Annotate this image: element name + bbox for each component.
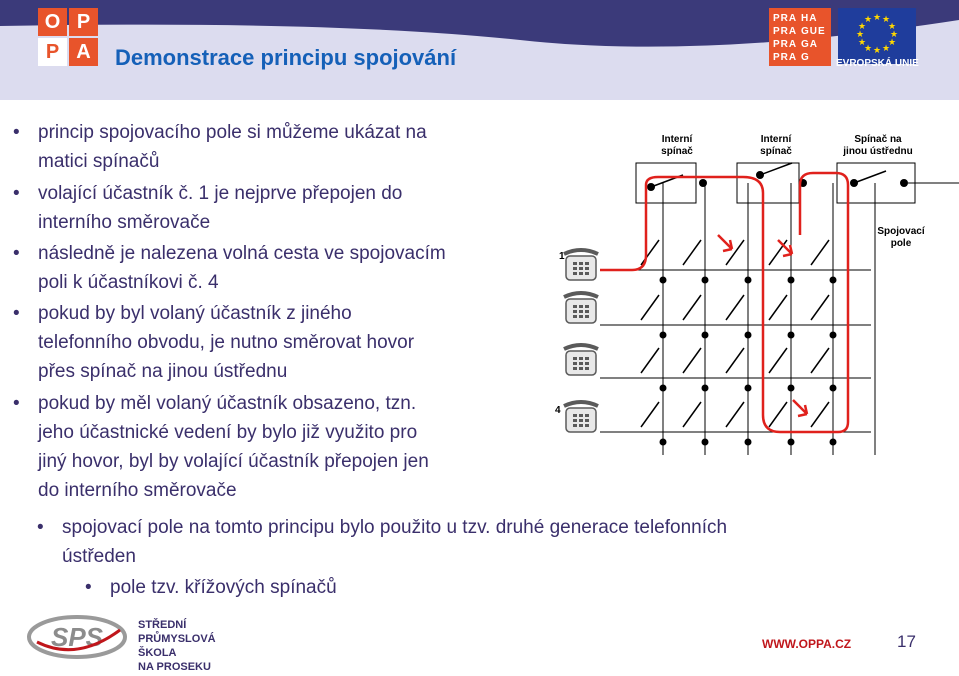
crosspoint-contact bbox=[788, 439, 795, 446]
other-exchange-switch-label: Spínač na jinou ústřednu bbox=[843, 134, 913, 157]
crosspoint-contact bbox=[745, 385, 752, 392]
internal-switch-1-label: Interní spínač bbox=[661, 134, 693, 157]
prague-text: PRA bbox=[773, 26, 798, 37]
bullet-line: přes spínač na jinou ústřednu bbox=[38, 361, 288, 382]
crosspoint-contact bbox=[830, 385, 837, 392]
subscriber-4-number: 4 bbox=[555, 405, 561, 416]
crosspoint-contact bbox=[660, 332, 667, 339]
school-name: STŘEDNÍ PRŮMYSLOVÁ ŠKOLA NA PROSEKU bbox=[138, 619, 216, 673]
crosspoint-switch bbox=[811, 295, 829, 320]
bullet-dot: • bbox=[85, 577, 92, 598]
prague-text: PRA bbox=[773, 52, 798, 63]
crosspoint-switch bbox=[769, 402, 787, 427]
crosspoint-switch bbox=[641, 240, 659, 265]
svg-text:SPS: SPS bbox=[50, 622, 104, 652]
crosspoint-switch bbox=[641, 402, 659, 427]
bullet-line: ústředen bbox=[62, 546, 136, 567]
svg-text:★: ★ bbox=[881, 15, 891, 25]
svg-text:★: ★ bbox=[855, 30, 865, 40]
crosspoint-contact bbox=[702, 385, 709, 392]
eu-flag-icon bbox=[838, 8, 916, 64]
prague-text: G bbox=[801, 52, 810, 63]
svg-text:★: ★ bbox=[887, 38, 897, 48]
svg-text:★: ★ bbox=[889, 30, 899, 40]
bullet-item bbox=[13, 389, 429, 505]
bullet-line: matici spínačů bbox=[38, 151, 160, 172]
crosspoint-switch bbox=[726, 240, 744, 265]
subscriber-1-number: 1 bbox=[559, 251, 565, 262]
svg-text:★: ★ bbox=[872, 46, 882, 56]
bullet-item bbox=[13, 179, 403, 237]
svg-text:★: ★ bbox=[872, 13, 882, 23]
sub-bullet-item bbox=[85, 573, 337, 602]
prague-text: HA bbox=[801, 13, 818, 24]
crosspoint-switch bbox=[726, 402, 744, 427]
path-arrow bbox=[793, 400, 807, 416]
crosspoint-contact bbox=[745, 332, 752, 339]
crosspoint-contact bbox=[702, 332, 709, 339]
telephone-icon bbox=[564, 293, 598, 323]
bullet-item bbox=[13, 239, 446, 297]
bullet-dot: • bbox=[13, 243, 20, 264]
telephone-icon bbox=[564, 345, 598, 375]
crosspoint-contact bbox=[660, 385, 667, 392]
oppa-letter-a: A bbox=[69, 38, 98, 66]
bullet-dot: • bbox=[13, 183, 20, 204]
crosspoint-switch bbox=[811, 240, 829, 265]
bullet-line: princip spojovacího pole si můžeme ukázat na bbox=[38, 122, 427, 143]
svg-text:★: ★ bbox=[887, 22, 897, 32]
bullet-dot: • bbox=[13, 122, 20, 143]
path-arrow bbox=[718, 235, 732, 251]
switch-contact bbox=[699, 179, 707, 187]
prague-text: PRA bbox=[773, 13, 798, 24]
slide-header bbox=[0, 0, 959, 100]
oppa-letter-o: O bbox=[38, 8, 67, 36]
switching-field-diagram bbox=[548, 125, 959, 455]
crosspoint-switch bbox=[683, 295, 701, 320]
switch-lever bbox=[760, 163, 792, 175]
crosspoint-switch bbox=[769, 295, 787, 320]
crosspoint-switch bbox=[683, 348, 701, 373]
switching-field-label: Spojovací pole bbox=[877, 226, 925, 249]
crosspoint-switch bbox=[726, 348, 744, 373]
crosspoint-contact bbox=[830, 277, 837, 284]
crosspoint-contact bbox=[702, 439, 709, 446]
bullet-line: poli k účastníkovi č. 4 bbox=[38, 272, 219, 293]
sps-school-logo bbox=[25, 612, 130, 662]
svg-text:★: ★ bbox=[881, 44, 891, 54]
crossbar-matrix bbox=[548, 125, 959, 455]
crosspoint-contact bbox=[788, 277, 795, 284]
telephone-icon bbox=[564, 402, 598, 432]
crosspoint-switch bbox=[641, 348, 659, 373]
switch-box bbox=[737, 163, 799, 203]
crosspoint-switch bbox=[641, 295, 659, 320]
bullet-line: pokud by měl volaný účastník obsazeno, tzn. bbox=[38, 393, 417, 414]
page-title: Demonstrace principu spojování bbox=[115, 45, 457, 70]
switch-lever bbox=[854, 171, 886, 183]
internal-switch-2-label: Interní spínač bbox=[760, 134, 792, 157]
oppa-logo bbox=[38, 8, 98, 66]
bullet-line: jeho účastnické vedení by bylo již využito pro bbox=[38, 422, 418, 443]
crosspoint-contact bbox=[788, 385, 795, 392]
bullet-line: pokud by byl volaný účastník z jiného bbox=[38, 303, 352, 324]
bullet-line: spojovací pole na tomto principu bylo použito u tzv. druhé generace telefonních bbox=[62, 517, 728, 538]
bullet-item-bottom bbox=[37, 513, 728, 571]
crosspoint-switch bbox=[683, 240, 701, 265]
prague-text: GUE bbox=[801, 26, 826, 37]
bullet-item bbox=[13, 118, 427, 176]
svg-text:★: ★ bbox=[857, 38, 867, 48]
bullet-line: do interního směrovače bbox=[38, 480, 237, 501]
crosspoint-contact bbox=[830, 332, 837, 339]
crosspoint-contact bbox=[702, 277, 709, 284]
crosspoint-switch bbox=[811, 348, 829, 373]
bullet-dot: • bbox=[13, 303, 20, 324]
bullet-line: pole tzv. křížových spínačů bbox=[110, 577, 337, 598]
svg-text:★: ★ bbox=[863, 15, 873, 25]
prague-logo bbox=[769, 8, 831, 66]
switch-contact bbox=[900, 179, 908, 187]
bullet-line: volající účastník č. 1 je nejprve přepojen do bbox=[38, 183, 403, 204]
eu-stars-icon bbox=[838, 8, 916, 58]
crosspoint-switch bbox=[726, 295, 744, 320]
crosspoint-switch bbox=[811, 402, 829, 427]
bullet-dot: • bbox=[37, 517, 44, 538]
bullet-line: jiný hovor, byl by volající účastník přepojen jen bbox=[38, 451, 429, 472]
bullet-line: telefonního obvodu, je nutno směrovat hovor bbox=[38, 332, 415, 353]
crosspoint-switch bbox=[769, 348, 787, 373]
bullet-item bbox=[13, 299, 415, 386]
prague-text: GA bbox=[801, 39, 818, 50]
bullet-line: interního směrovače bbox=[38, 212, 211, 233]
page-number: 17 bbox=[897, 632, 916, 651]
svg-text:★: ★ bbox=[857, 22, 867, 32]
bullet-line: následně je nalezena volná cesta ve spojovacím bbox=[38, 243, 446, 264]
crosspoint-contact bbox=[830, 439, 837, 446]
oppa-letter-p2: P bbox=[38, 38, 67, 66]
crosspoint-switch bbox=[683, 402, 701, 427]
svg-text:★: ★ bbox=[863, 44, 873, 54]
oppa-letter-p1: P bbox=[69, 8, 98, 36]
crosspoint-contact bbox=[788, 332, 795, 339]
oppa-url-link[interactable]: WWW.OPPA.CZ bbox=[762, 637, 852, 651]
prague-text: PRA bbox=[773, 39, 798, 50]
connection-path bbox=[600, 173, 848, 432]
telephone-icon bbox=[564, 250, 598, 280]
crosspoint-contact bbox=[745, 439, 752, 446]
eu-label: EVROPSKÁ UNIE bbox=[836, 58, 919, 69]
crosspoint-contact bbox=[660, 439, 667, 446]
crosspoint-contact bbox=[660, 277, 667, 284]
crosspoint-switch bbox=[769, 240, 787, 265]
crosspoint-contact bbox=[745, 277, 752, 284]
bullet-dot: • bbox=[13, 393, 20, 414]
